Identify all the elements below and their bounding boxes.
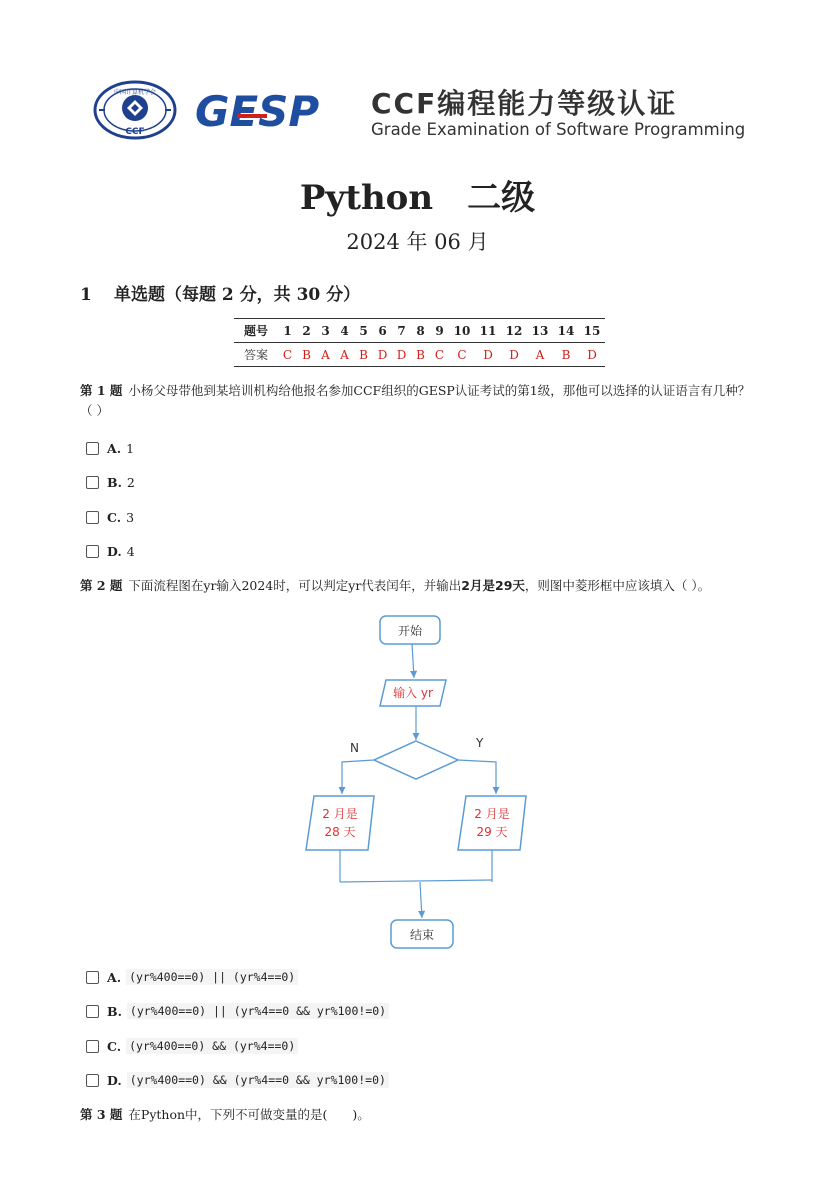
table-answer: A xyxy=(335,343,354,367)
table-number: 10 xyxy=(449,319,475,343)
table-answer: A xyxy=(527,343,553,367)
q2-option-d[interactable] xyxy=(86,1070,389,1090)
q1-option-c[interactable] xyxy=(86,507,134,527)
gesp-logo xyxy=(193,86,345,136)
table-answer: B xyxy=(297,343,316,367)
table-answer: B xyxy=(553,343,579,367)
flowchart-left-line1: 2 月是 xyxy=(322,807,358,821)
checkbox-icon[interactable] xyxy=(86,545,99,558)
table-number: 13 xyxy=(527,319,553,343)
flowchart-right-output-box xyxy=(458,796,526,850)
flowchart-input-text: 输入 yr xyxy=(393,686,433,700)
option-code: (yr%400==0) && (yr%4==0) xyxy=(126,1038,298,1054)
table-number: 9 xyxy=(430,319,449,343)
question-2-text-after: ，则图中菱形框中应该填入（ ）。 xyxy=(524,578,711,593)
table-answer: C xyxy=(449,343,475,367)
question-1 xyxy=(80,381,760,421)
table-number: 1 xyxy=(278,319,297,343)
table-answer: D xyxy=(475,343,501,367)
option-label: D. xyxy=(107,1072,122,1088)
table-answer: D xyxy=(373,343,392,367)
table-number: 7 xyxy=(392,319,411,343)
ccf-logo xyxy=(93,80,177,140)
q2-option-a[interactable] xyxy=(86,967,298,987)
flowchart-left-output-box xyxy=(306,796,374,850)
checkbox-icon[interactable] xyxy=(86,476,99,489)
page-subtitle: 2024 年 06 月 xyxy=(346,230,489,254)
brand-english-title: Grade Examination of Software Programming xyxy=(371,120,746,139)
answer-table-header-row xyxy=(234,319,605,343)
option-text: 1 xyxy=(126,440,135,456)
flowchart-right-line1: 2 月是 xyxy=(474,807,510,821)
option-label: B. xyxy=(107,1003,122,1019)
table-number: 6 xyxy=(373,319,392,343)
answer-table-answer-row xyxy=(234,343,605,367)
checkbox-icon[interactable] xyxy=(86,1005,99,1018)
flowchart-right-line2: 29 天 xyxy=(476,825,508,839)
checkbox-icon[interactable] xyxy=(86,442,99,455)
table-answer: D xyxy=(579,343,605,367)
table-answer: B xyxy=(354,343,373,367)
flowchart-left-line2: 28 天 xyxy=(324,825,356,839)
question-3 xyxy=(80,1105,760,1125)
table-answer: C xyxy=(430,343,449,367)
option-label: C. xyxy=(107,1038,122,1054)
checkbox-icon[interactable] xyxy=(86,511,99,524)
q1-option-b[interactable] xyxy=(86,472,135,492)
flowchart-arrow xyxy=(342,760,374,794)
table-number: 3 xyxy=(316,319,335,343)
ccf-seal-bottom-text: CCF xyxy=(125,127,145,137)
flowchart xyxy=(290,606,550,958)
checkbox-icon[interactable] xyxy=(86,971,99,984)
question-1-number: 第 1 题 xyxy=(80,383,123,398)
table-number: 11 xyxy=(475,319,501,343)
question-2-text-bold: 2月是29天 xyxy=(461,578,525,593)
section-title: 单选题（每题 2 分，共 30 分） xyxy=(114,285,361,305)
option-code: (yr%400==0) && (yr%4==0 && yr%100!=0) xyxy=(127,1072,389,1088)
flowchart-end-text: 结束 xyxy=(409,928,435,942)
option-label: A. xyxy=(107,969,122,985)
q2-option-b[interactable] xyxy=(86,1001,389,1021)
table-answer: A xyxy=(316,343,335,367)
question-1-text: 小杨父母带他到某培训机构给他报名参加CCF组织的GESP认证考试的第1级，那他可以选择的认证语言有几种？（ ） xyxy=(80,383,751,418)
section-number: 1 xyxy=(80,285,92,305)
option-label: D. xyxy=(107,543,122,559)
question-3-number: 第 3 题 xyxy=(80,1107,123,1122)
table-number: 15 xyxy=(579,319,605,343)
flowchart-arrow xyxy=(412,644,414,678)
q1-option-d[interactable] xyxy=(86,541,135,561)
table-number: 4 xyxy=(335,319,354,343)
option-label: A. xyxy=(107,440,122,456)
option-text: 2 xyxy=(126,474,135,490)
page-title: Python 二级 xyxy=(299,178,536,218)
ccf-seal-top-text: 中国计算机学会 xyxy=(113,89,157,96)
table-number: 5 xyxy=(354,319,373,343)
q2-option-c[interactable] xyxy=(86,1036,298,1056)
flowchart-yes-label: Y xyxy=(476,736,484,750)
option-code: (yr%400==0) || (yr%4==0 && yr%100!=0) xyxy=(127,1003,389,1019)
option-text: 3 xyxy=(126,509,135,525)
checkbox-icon[interactable] xyxy=(86,1040,99,1053)
table-answer: B xyxy=(411,343,430,367)
flowchart-no-label: N xyxy=(350,741,359,755)
question-2-text-before: 下面流程图在yr输入2024时，可以判定yr代表闰年，并输出 xyxy=(128,578,462,593)
question-2 xyxy=(80,576,760,596)
brand-chinese-title: CCF编程能力等级认证 xyxy=(371,87,678,120)
flowchart-start-text: 开始 xyxy=(397,624,423,638)
q1-option-a[interactable] xyxy=(86,438,134,458)
option-text: 4 xyxy=(126,543,135,559)
answer-table xyxy=(234,318,605,367)
flowchart-arrow xyxy=(458,760,496,794)
table-answer: D xyxy=(501,343,527,367)
flowchart-arrow xyxy=(420,882,422,918)
flowchart-line xyxy=(340,880,492,882)
flowchart-decision-diamond xyxy=(374,741,458,779)
option-code: (yr%400==0) || (yr%4==0) xyxy=(126,969,298,985)
checkbox-icon[interactable] xyxy=(86,1074,99,1087)
page-header xyxy=(93,80,753,144)
table-number: 12 xyxy=(501,319,527,343)
question-2-number: 第 2 题 xyxy=(80,578,123,593)
section-heading xyxy=(80,280,360,305)
table-answer: D xyxy=(392,343,411,367)
option-label: B. xyxy=(107,474,122,490)
option-label: C. xyxy=(107,509,122,525)
table-answer-label: 答案 xyxy=(234,343,278,367)
table-answer: C xyxy=(278,343,297,367)
question-3-text: 在Python中，下列不可做变量的是( )。 xyxy=(128,1107,370,1122)
table-number: 8 xyxy=(411,319,430,343)
table-header-label: 题号 xyxy=(234,319,278,343)
table-number: 14 xyxy=(553,319,579,343)
gesp-logo-text: GESP xyxy=(195,87,320,136)
table-number: 2 xyxy=(297,319,316,343)
